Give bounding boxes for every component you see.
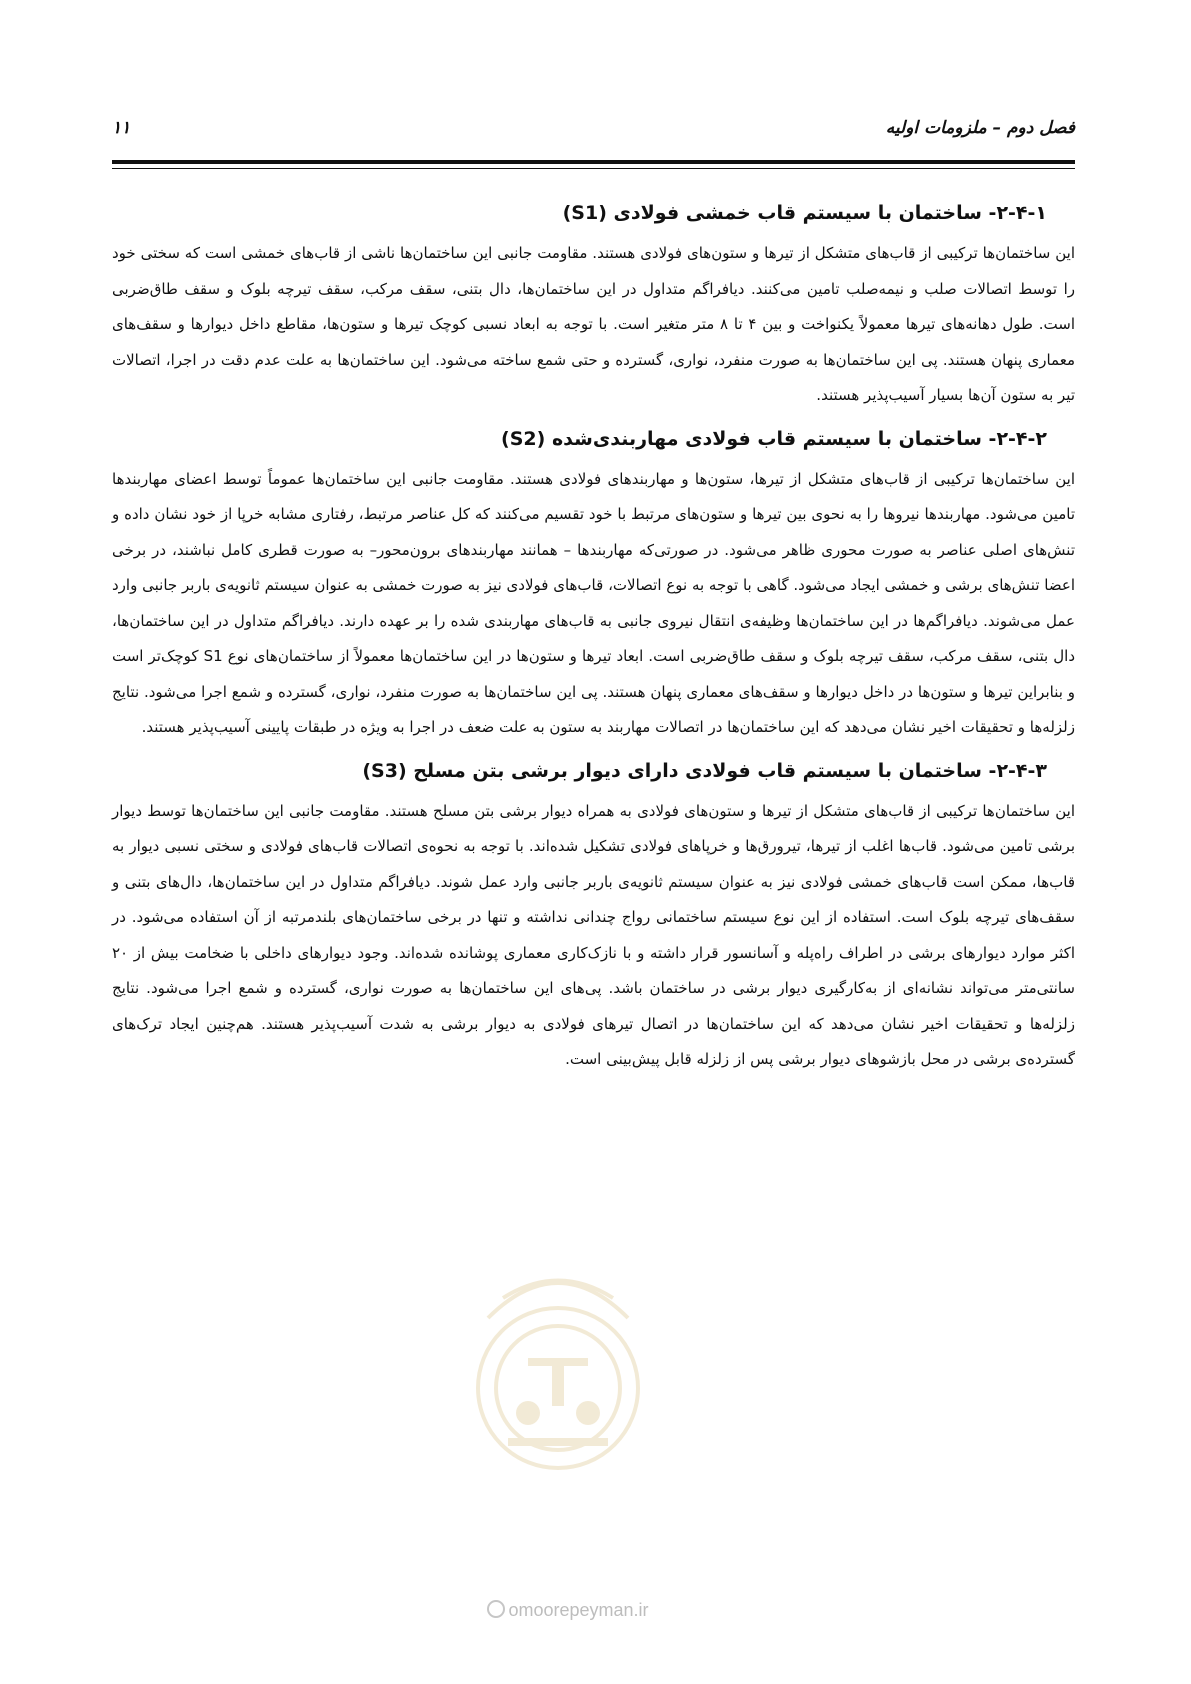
- page-content: [112, 198, 1075, 1088]
- section-heading: ۲-۴-۱- ساختمان با سیستم قاب خمشی فولادی (S1): [562, 202, 1047, 224]
- header-rule-thick: [112, 160, 1075, 164]
- at-icon: [487, 1600, 505, 1618]
- header-rule-thin: [112, 168, 1075, 169]
- running-header: [112, 118, 1075, 154]
- watermark-site-text: omoorepeyman.ir: [508, 1600, 649, 1620]
- section-paragraph: این ساختمان‌ها ترکیبی از قاب‌های متشکل از تیرها و ستون‌های فولادی به همراه دیوار برشی بتن مسلح هستند. مقاومت جانبی این ساختمان‌ها توسط دیوار برشی تامین می‌شود. قاب‌ها اغلب از تیرها، تیرورق‌ها و خرپاهای فولادی تشکیل شده‌اند. با توجه به نحوه‌ی اتصالات قاب‌های فولادی و سختی نسبی دیوار به قاب‌ها، ممکن است قاب‌های خمشی فولادی نیز به عنوان سیستم ثانویه‌ی باربر جانبی وارد عمل شوند. دیافراگم متداول در این ساختمان‌ها، دال‌های بتنی و سقف‌های تیرچه بلوک است. استفاده از این نوع سیستم ساختمانی رواج چندانی نداشته و تنها در برخی ساختمان‌های بلندمرتبه از آن استفاده می‌شود. در اکثر موارد دیوارهای برشی در اطراف راه‌پله و آسانسور قرار داشته و با نازک‌کاری معماری پوشانده شده‌اند. وجود دیوارهای داخلی با ضخامت بیش از ۲۰ سانتی‌متر می‌تواند نشانه‌ای از به‌کارگیری دیوار برشی در ساختمان باشد. پی‌های این ساختمان‌ها به صورت نواری، گسترده و شمع اجرا می‌شود. نتایج زلزله‌ها و تحقیقات اخیر نشان می‌دهد که این ساختمان‌ها در اتصال تیرهای فولادی به دیوار برشی به شدت آسیب‌پذیر هستند. هم‌چنین ایجاد ترک‌های گسترده‌ی برشی در محل بازشوهای دیوار برشی پس از زلزله قابل پیش‌بینی است.: [112, 801, 1075, 1068]
- watermark-url: [458, 1600, 678, 1621]
- section-s2: [112, 424, 1075, 746]
- section-heading: ۲-۴-۲- ساختمان با سیستم قاب فولادی مهاربندی‌شده (S2): [501, 427, 1047, 450]
- section-s3: [112, 756, 1075, 1078]
- page-number: ۱۱: [112, 118, 131, 138]
- section-s1: [112, 198, 1075, 414]
- watermark-seal-icon: [448, 1238, 668, 1488]
- section-paragraph: این ساختمان‌ها ترکیبی از قاب‌های متشکل از تیرها، ستون‌ها و مهاربندهای فولادی هستند. مقاومت جانبی این ساختمان‌ها عموماً توسط اعضای مهاربندها تامین می‌شود. مهاربندها نیروها را به نحوی بین تیرها و ستون‌های مرتبط با خود تقسیم می‌کنند که کل عناصر مرتبط، رفتاری مشابه خرپا از خود نشان داده و تنش‌های اصلی عناصر به صورت محوری ظاهر می‌شود. در صورتی‌که مهاربندها – همانند مهاربندهای برون‌محور– به صورت قطری کامل نباشند، در برخی اعضا تنش‌های برشی و خمشی ایجاد می‌شود. گاهی با توجه به نوع اتصالات، قاب‌های فولادی نیز به صورت خمشی به عنوان سیستم ثانویه‌ی باربر جانبی وارد عمل می‌شوند. دیافراگم‌ها در این ساختمان‌ها وظیفه‌ی انتقال نیروی جانبی به قاب‌های مهاربندی شده را بر عهده دارند. دیافراگم متداول در این ساختمان‌ها، دال بتنی، سقف مرکب، سقف تیرچه بلوک و سقف طاق‌ضربی است. ابعاد تیرها و ستون‌ها در این ساختمان‌ها معمولاً از ساختمان‌های نوع S1 کوچک‌تر است و بنابراین تیرها و ستون‌ها در داخل دیوارها و سقف‌های معماری پنهان هستند. پی این ساختمان‌ها به صورت منفرد، نواری، گسترده و شمع اجرا می‌شود. نتایج زلزله‌ها و تحقیقات اخیر نشان می‌دهد که این ساختمان‌ها در اتصالات مهاربند به ستون به علت ضعف در اجرا به ویژه در طبقات پایینی آسیب‌پذیر هستند.: [112, 469, 1076, 736]
- section-heading: ۲-۴-۳- ساختمان با سیستم قاب فولادی دارای دیوار برشی بتن مسلح (S3): [362, 759, 1047, 782]
- chapter-title: فصل دوم – ملزومات اولیه: [885, 118, 1075, 138]
- section-paragraph: این ساختمان‌ها ترکیبی از قاب‌های متشکل از تیرها و ستون‌های فولادی هستند. مقاومت جانبی این ساختمان‌ها ناشی از قاب‌های خمشی است که سختی خود را توسط اتصالات صلب و نیمه‌صلب تامین می‌کنند. دیافراگم متداول در این ساختمان‌ها، دال بتنی، سقف مرکب، سقف تیرچه بلوک و سقف طاق‌ضربی است. طول دهانه‌های تیرها معمولاً یکنواخت و بین ۴ تا ۸ متر متغیر است. با توجه به ابعاد نسبی کوچک تیرها و ستون‌ها، مقاطع داخل دیوارها و سقف‌های معماری پنهان هستند. پی این ساختمان‌ها به صورت منفرد، نواری، گسترده و حتی شمع ساخته می‌شود. این ساختمان‌ها به علت عدم دقت در اجرا، اتصالات تیر به ستون آن‌ها بسیار آسیب‌پذیر هستند.: [112, 244, 1075, 404]
